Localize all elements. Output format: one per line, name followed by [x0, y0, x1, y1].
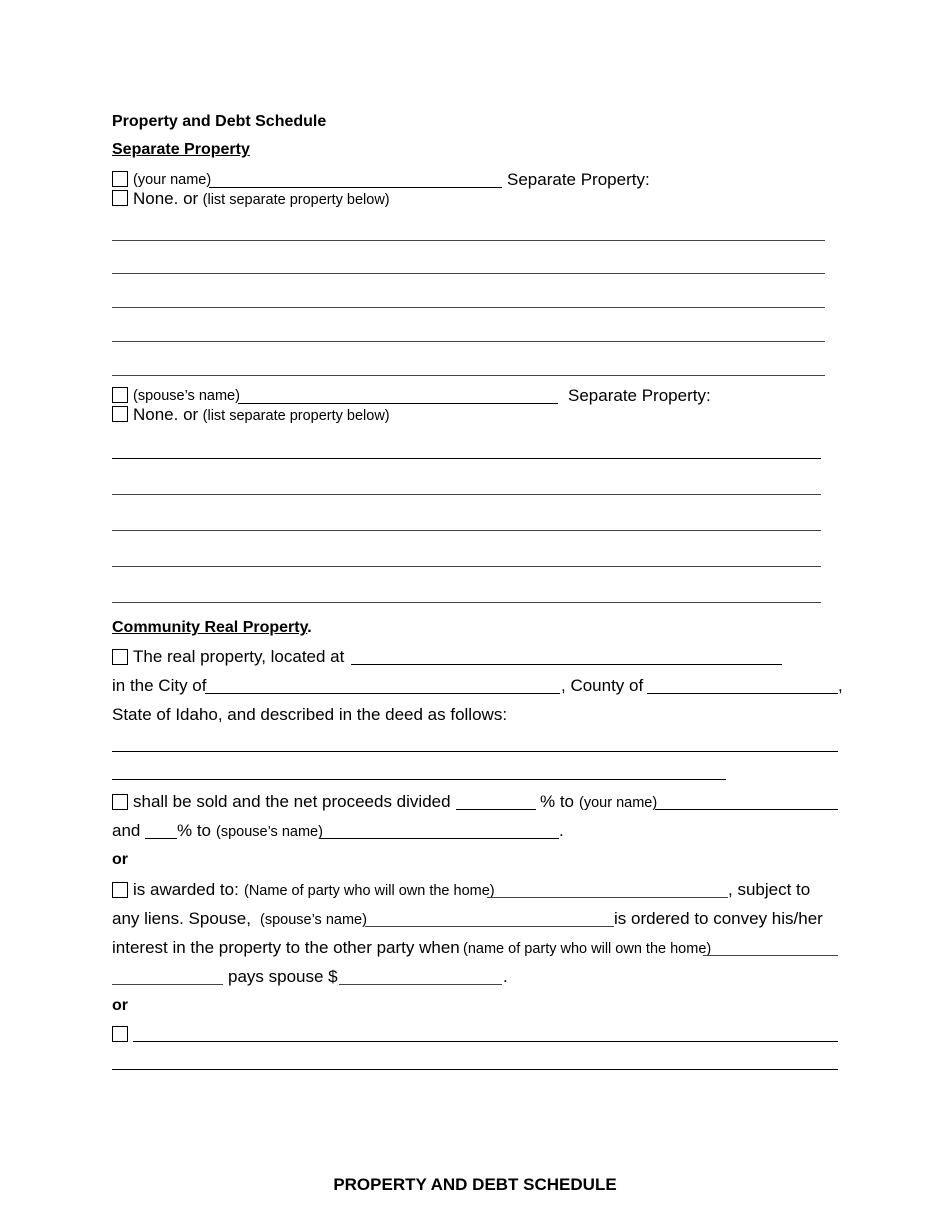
awarded-text: is awarded to:: [133, 880, 239, 899]
spouse-property-line-5[interactable]: [112, 602, 821, 603]
spouse-property-line-1[interactable]: [112, 458, 821, 459]
your-property-line-5[interactable]: [112, 375, 825, 376]
and-text: and: [112, 821, 141, 840]
your-separate-property-checkbox[interactable]: [112, 171, 128, 187]
community-heading-period: .: [307, 619, 312, 636]
state-line-text: State of Idaho, and described in the deed as follows:: [112, 705, 508, 724]
your-property-line-4[interactable]: [112, 341, 825, 342]
owner-hint-2: (name of party who will own the home): [463, 941, 712, 957]
owner-line-2a[interactable]: [703, 955, 838, 956]
your-name-hint-2: (your name): [579, 795, 658, 811]
your-percent-line[interactable]: [456, 809, 536, 810]
other-line-2[interactable]: [112, 1069, 838, 1070]
spouse-separate-property-checkbox[interactable]: [112, 387, 128, 403]
period-1: .: [559, 821, 564, 840]
city-prefix: in the City of: [112, 676, 207, 695]
your-property-line-2[interactable]: [112, 273, 825, 274]
other-line-1[interactable]: [133, 1041, 838, 1042]
community-heading-wrap: [112, 619, 312, 637]
spouse-hint-3: (spouse’s name): [260, 912, 367, 928]
your-none-label: None. or: [133, 189, 199, 208]
spouse-percent-line[interactable]: [145, 838, 177, 839]
period-2: .: [503, 967, 508, 986]
pays-text: pays spouse $: [228, 967, 338, 986]
real-property-checkbox[interactable]: [112, 649, 128, 665]
convey-text: is ordered to convey his/her: [614, 909, 823, 928]
other-checkbox[interactable]: [112, 1026, 128, 1042]
owner-line-2b[interactable]: [112, 984, 223, 985]
your-none-checkbox[interactable]: [112, 190, 128, 206]
spouse-none-checkbox[interactable]: [112, 406, 128, 422]
your-none-text: [133, 189, 390, 209]
deed-line-2[interactable]: [112, 779, 726, 780]
separate-property-heading: Separate Property: [112, 141, 250, 158]
spouse-none-text: [133, 405, 390, 425]
spouse-property-line-3[interactable]: [112, 530, 821, 531]
county-suffix: ,: [838, 676, 843, 695]
liens-text: any liens. Spouse,: [112, 909, 251, 928]
owner-hint: (Name of party who will own the home): [244, 883, 495, 899]
your-name-hint: (your name): [133, 172, 212, 188]
your-property-line-3[interactable]: [112, 307, 825, 308]
form-title: Property and Debt Schedule: [112, 113, 327, 130]
spouse-name-line[interactable]: [238, 403, 558, 404]
spouse-name-line-2[interactable]: [320, 838, 559, 839]
county-line[interactable]: [647, 693, 838, 694]
spouse-property-line-2[interactable]: [112, 494, 821, 495]
spouse-none-label: None. or: [133, 405, 199, 424]
your-separate-property-label: Separate Property:: [507, 170, 650, 189]
awarded-checkbox[interactable]: [112, 882, 128, 898]
footer-title: PROPERTY AND DEBT SCHEDULE: [333, 1175, 617, 1194]
payment-amount-line[interactable]: [339, 984, 502, 985]
spouse-name-hint: (spouse’s name): [133, 388, 240, 404]
community-heading: Community Real Property: [112, 619, 308, 636]
spouse-none-hint: (list separate property below): [202, 408, 390, 424]
spouse-separate-property-label: Separate Property:: [568, 386, 711, 405]
city-line[interactable]: [205, 693, 560, 694]
or-text-1: or: [112, 851, 128, 868]
pct-to-text-2: % to: [177, 821, 212, 840]
pct-to-text: % to: [540, 792, 575, 811]
location-line[interactable]: [351, 664, 782, 665]
interest-text: interest in the property to the other party when: [112, 938, 460, 957]
owner-line[interactable]: [487, 897, 728, 898]
your-none-hint: (list separate property below): [202, 192, 390, 208]
your-name-line[interactable]: [209, 187, 502, 188]
county-prefix: , County of: [561, 676, 644, 695]
subject-to-text: , subject to: [728, 880, 811, 899]
sold-checkbox[interactable]: [112, 794, 128, 810]
spouse-name-hint-2: (spouse’s name): [216, 824, 323, 840]
located-at-text: The real property, located at: [133, 647, 345, 666]
deed-line-1[interactable]: [112, 751, 838, 752]
your-name-line-2[interactable]: [655, 809, 838, 810]
or-text-2: or: [112, 997, 128, 1014]
spouse-convey-line[interactable]: [365, 926, 614, 927]
spouse-property-line-4[interactable]: [112, 566, 821, 567]
your-property-line-1[interactable]: [112, 240, 825, 241]
sold-text: shall be sold and the net proceeds divided: [133, 792, 451, 811]
